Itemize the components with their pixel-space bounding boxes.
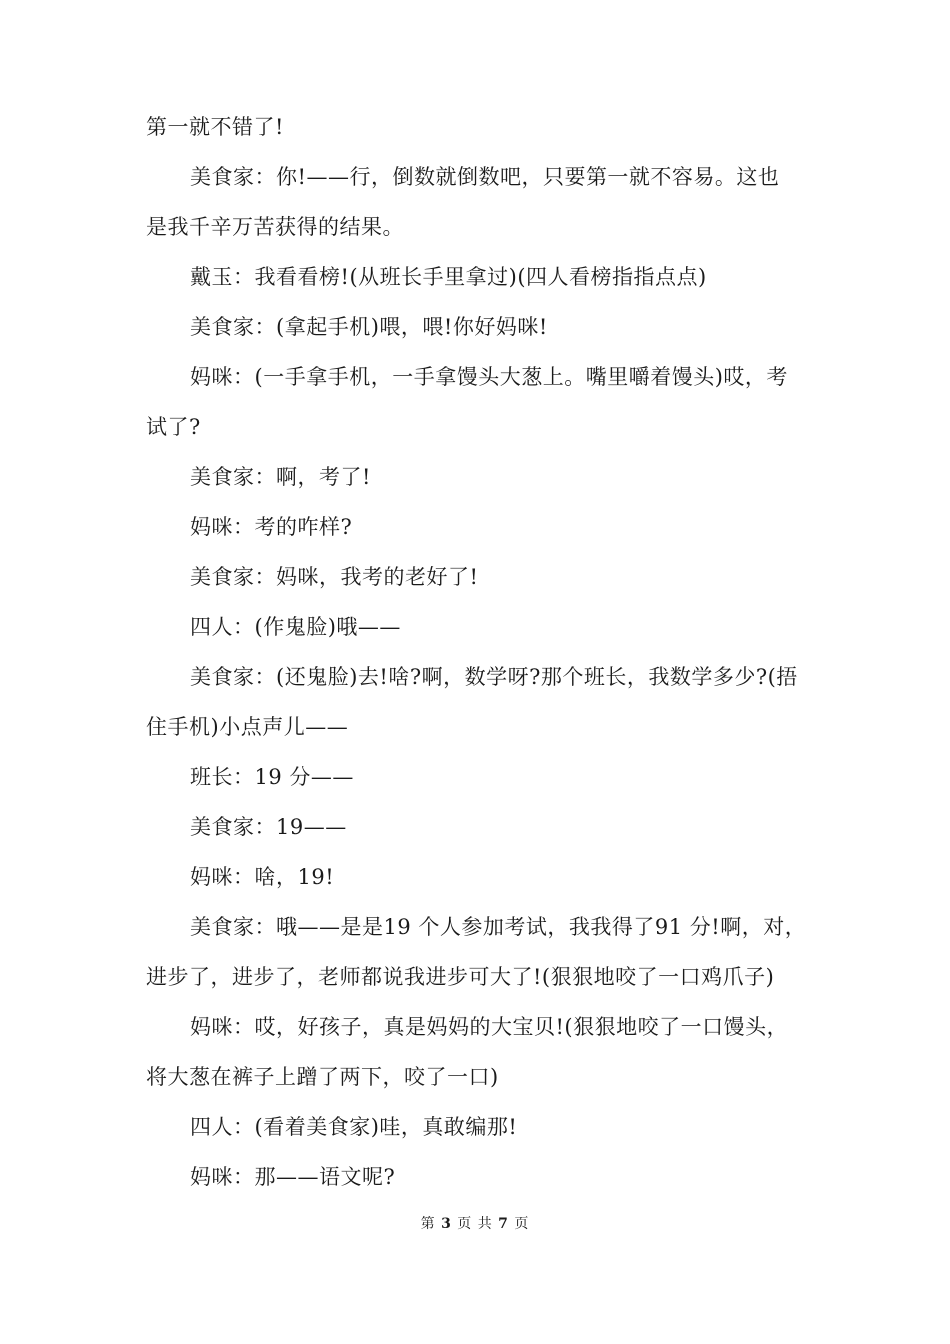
text-line-17: 美食家：哦——是是19 个人参加考试，我我得了91 分!啊，对， xyxy=(190,915,807,939)
footer-total-pages: 7 xyxy=(498,1216,509,1232)
footer-prefix: 第 xyxy=(420,1216,436,1232)
text-line-19: 妈咪：哎，好孩子，真是妈妈的大宝贝!(狠狠地咬了一口馒头， xyxy=(190,1015,789,1039)
footer-suffix: 页 xyxy=(514,1216,530,1232)
page-footer xyxy=(0,1213,950,1233)
text-line-7: 试了? xyxy=(146,415,201,439)
text-line-12: 美食家：(还鬼脸)去!啥?啊，数学呀?那个班长，我数学多少?(捂 xyxy=(190,665,798,689)
text-line-9: 妈咪：考的咋样? xyxy=(190,515,353,539)
text-line-15: 美食家：19—— xyxy=(190,815,347,839)
footer-middle: 页 共 xyxy=(457,1216,493,1232)
text-line-11: 四人：(作鬼脸)哦—— xyxy=(190,615,401,639)
text-line-8: 美食家：啊，考了! xyxy=(190,465,371,489)
text-line-2: 美食家：你!——行，倒数就倒数吧，只要第一就不容易。这也 xyxy=(190,165,780,189)
text-line-22: 妈咪：那——语文呢? xyxy=(190,1165,396,1189)
text-line-14: 班长：19 分—— xyxy=(190,765,354,789)
text-line-5: 美食家：(拿起手机)喂，喂!你好妈咪! xyxy=(190,315,548,339)
text-line-18: 进步了，进步了，老师都说我进步可大了!(狠狠地咬了一口鸡爪子) xyxy=(146,965,775,989)
text-line-4: 戴玉：我看看榜!(从班长手里拿过)(四人看榜指指点点) xyxy=(190,265,707,289)
text-line-13: 住手机)小点声儿—— xyxy=(146,715,349,739)
text-line-20: 将大葱在裤子上蹭了两下，咬了一口) xyxy=(146,1065,499,1089)
text-line-10: 美食家：妈咪，我考的老好了! xyxy=(190,565,479,589)
text-line-1: 第一就不错了! xyxy=(146,115,284,139)
body-text xyxy=(146,102,814,1202)
text-line-6: 妈咪：(一手拿手机，一手拿馒头大葱上。嘴里嚼着馒头)哎，考 xyxy=(190,365,788,389)
text-line-21: 四人：(看着美食家)哇，真敢编那! xyxy=(190,1115,518,1139)
text-line-16: 妈咪：啥，19! xyxy=(190,865,335,889)
text-line-3: 是我千辛万苦获得的结果。 xyxy=(146,215,404,239)
footer-current-page: 3 xyxy=(441,1216,452,1232)
